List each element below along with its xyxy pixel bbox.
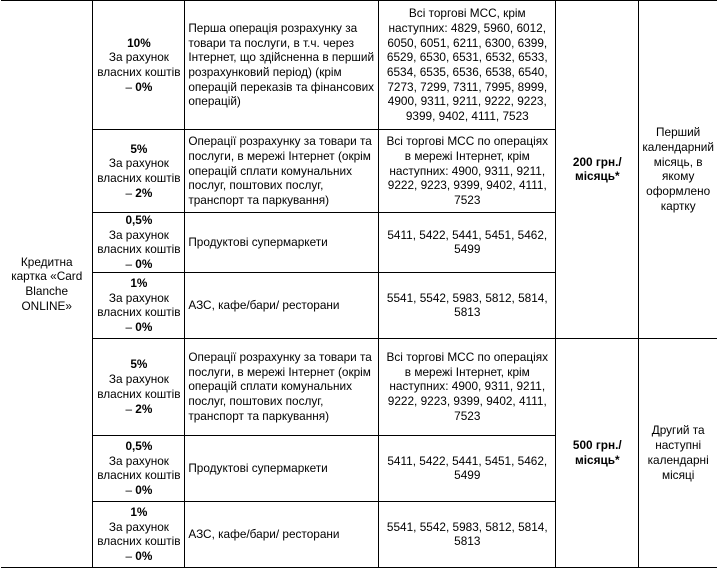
product-name-cell: Кредитна картка «Card Blanche ONLINE» (1, 1, 93, 568)
own-funds-rate: 0% (135, 483, 153, 498)
cashback-rate-cell (93, 272, 185, 338)
own-funds-dash: – (125, 185, 136, 200)
mcc-codes: Всі торгові МСС, крім наступних: 4829, 5960, 6012, 6050, 6051, 6211, 6300, 6399, 6529, 6530, 6531, 6532, 6533, 6534, 6535, 6536, 6538, 6540, 7273, 7299, 7311, 7995, 8999, 4900, 9311, 9211, 9222, 9223, 9399, 9402, 4111, 7523 (379, 1, 556, 130)
own-funds-dash: – (125, 257, 136, 272)
period-cell: Перший календарний місяць, в якому оформлено картку (639, 1, 717, 339)
table-row (1, 338, 717, 435)
cashback-rate-cell (93, 501, 185, 567)
own-funds-rate: 0% (135, 79, 153, 94)
cashback-table-body (1, 1, 717, 568)
mcc-codes: 5541, 5542, 5983, 5812, 5814, 5813 (379, 272, 556, 338)
cashback-rate: 1% (130, 275, 148, 290)
own-funds-label: За рахунок власних коштів (97, 453, 181, 483)
mcc-codes: 5541, 5542, 5983, 5812, 5814, 5813 (379, 501, 556, 567)
operation-description: Операції розрахунку за товари та послуги, в мережі Інтернет (окрім операцій сплати комунальних послуг, поштових послуг, транспорт та паркування) (185, 338, 379, 435)
period-cell: Другий та наступні календарні місяці (639, 338, 717, 567)
operation-description: Продуктові супермаркети (185, 435, 379, 501)
operation-description: Перша операція розрахунку за товари та послуги, в т.ч. через Інтернет, що здійсненна в перший розрахунковий період) (крім операцій переказів та фінансових операцій) (185, 1, 379, 130)
monthly-limit: 200 грн./місяць* (556, 1, 639, 339)
own-funds-rate: 0% (135, 549, 153, 564)
own-funds-rate: 2% (135, 185, 153, 200)
operation-description: Продуктові супермаркети (185, 213, 379, 273)
cashback-table (1, 0, 717, 568)
own-funds-label: За рахунок власних коштів (97, 372, 181, 401)
own-funds-dash: – (125, 483, 136, 498)
table-row (1, 1, 717, 130)
own-funds-dash: – (125, 401, 136, 416)
cashback-rate: 5% (130, 141, 148, 156)
cashback-rate: 0,5% (125, 213, 153, 227)
cashback-rate: 1% (130, 504, 148, 519)
own-funds-label: За рахунок власних коштів (97, 50, 181, 79)
cashback-rate: 10% (127, 35, 151, 50)
own-funds-rate: 0% (135, 257, 153, 272)
cashback-rate-cell (93, 213, 185, 273)
cashback-rate-cell (93, 130, 185, 213)
cashback-rate-cell (93, 435, 185, 501)
own-funds-dash: – (125, 320, 136, 335)
operation-description: АЗС, кафе/бари/ ресторани (185, 501, 379, 567)
own-funds-label: За рахунок власних коштів (97, 156, 181, 185)
own-funds-dash: – (125, 549, 136, 564)
cashback-rate: 0,5% (125, 438, 153, 453)
mcc-codes: 5411, 5422, 5441, 5451, 5462, 5499 (379, 435, 556, 501)
mcc-codes: Всі торгові МСС по операціях в мережі Інтернет, крім наступних: 4900, 9311, 9211, 9222, 9223, 9399, 9402, 4111, 7523 (379, 338, 556, 435)
own-funds-label: За рахунок власних коштів (97, 290, 181, 320)
monthly-limit: 500 грн./місяць* (556, 338, 639, 567)
own-funds-label: За рахунок власних коштів (97, 519, 181, 549)
cashback-rate-cell (93, 338, 185, 435)
own-funds-label: За рахунок власних коштів (97, 227, 181, 257)
own-funds-rate: 0% (135, 320, 153, 335)
operation-description: Операції розрахунку за товари та послуги, в мережі Інтернет (окрім операцій сплати комунальних послуг, поштових послуг, транспорт та паркування) (185, 130, 379, 213)
own-funds-dash: – (125, 79, 136, 94)
own-funds-rate: 2% (135, 401, 153, 416)
cashback-rate: 5% (130, 357, 148, 372)
cashback-rate-cell (93, 1, 185, 130)
mcc-codes: Всі торгові МСС по операціях в мережі Інтернет, крім наступних: 4900, 9311, 9211, 9222, 9223, 9399, 9402, 4111, 7523 (379, 130, 556, 213)
mcc-codes: 5411, 5422, 5441, 5451, 5462, 5499 (379, 213, 556, 273)
operation-description: АЗС, кафе/бари/ ресторани (185, 272, 379, 338)
